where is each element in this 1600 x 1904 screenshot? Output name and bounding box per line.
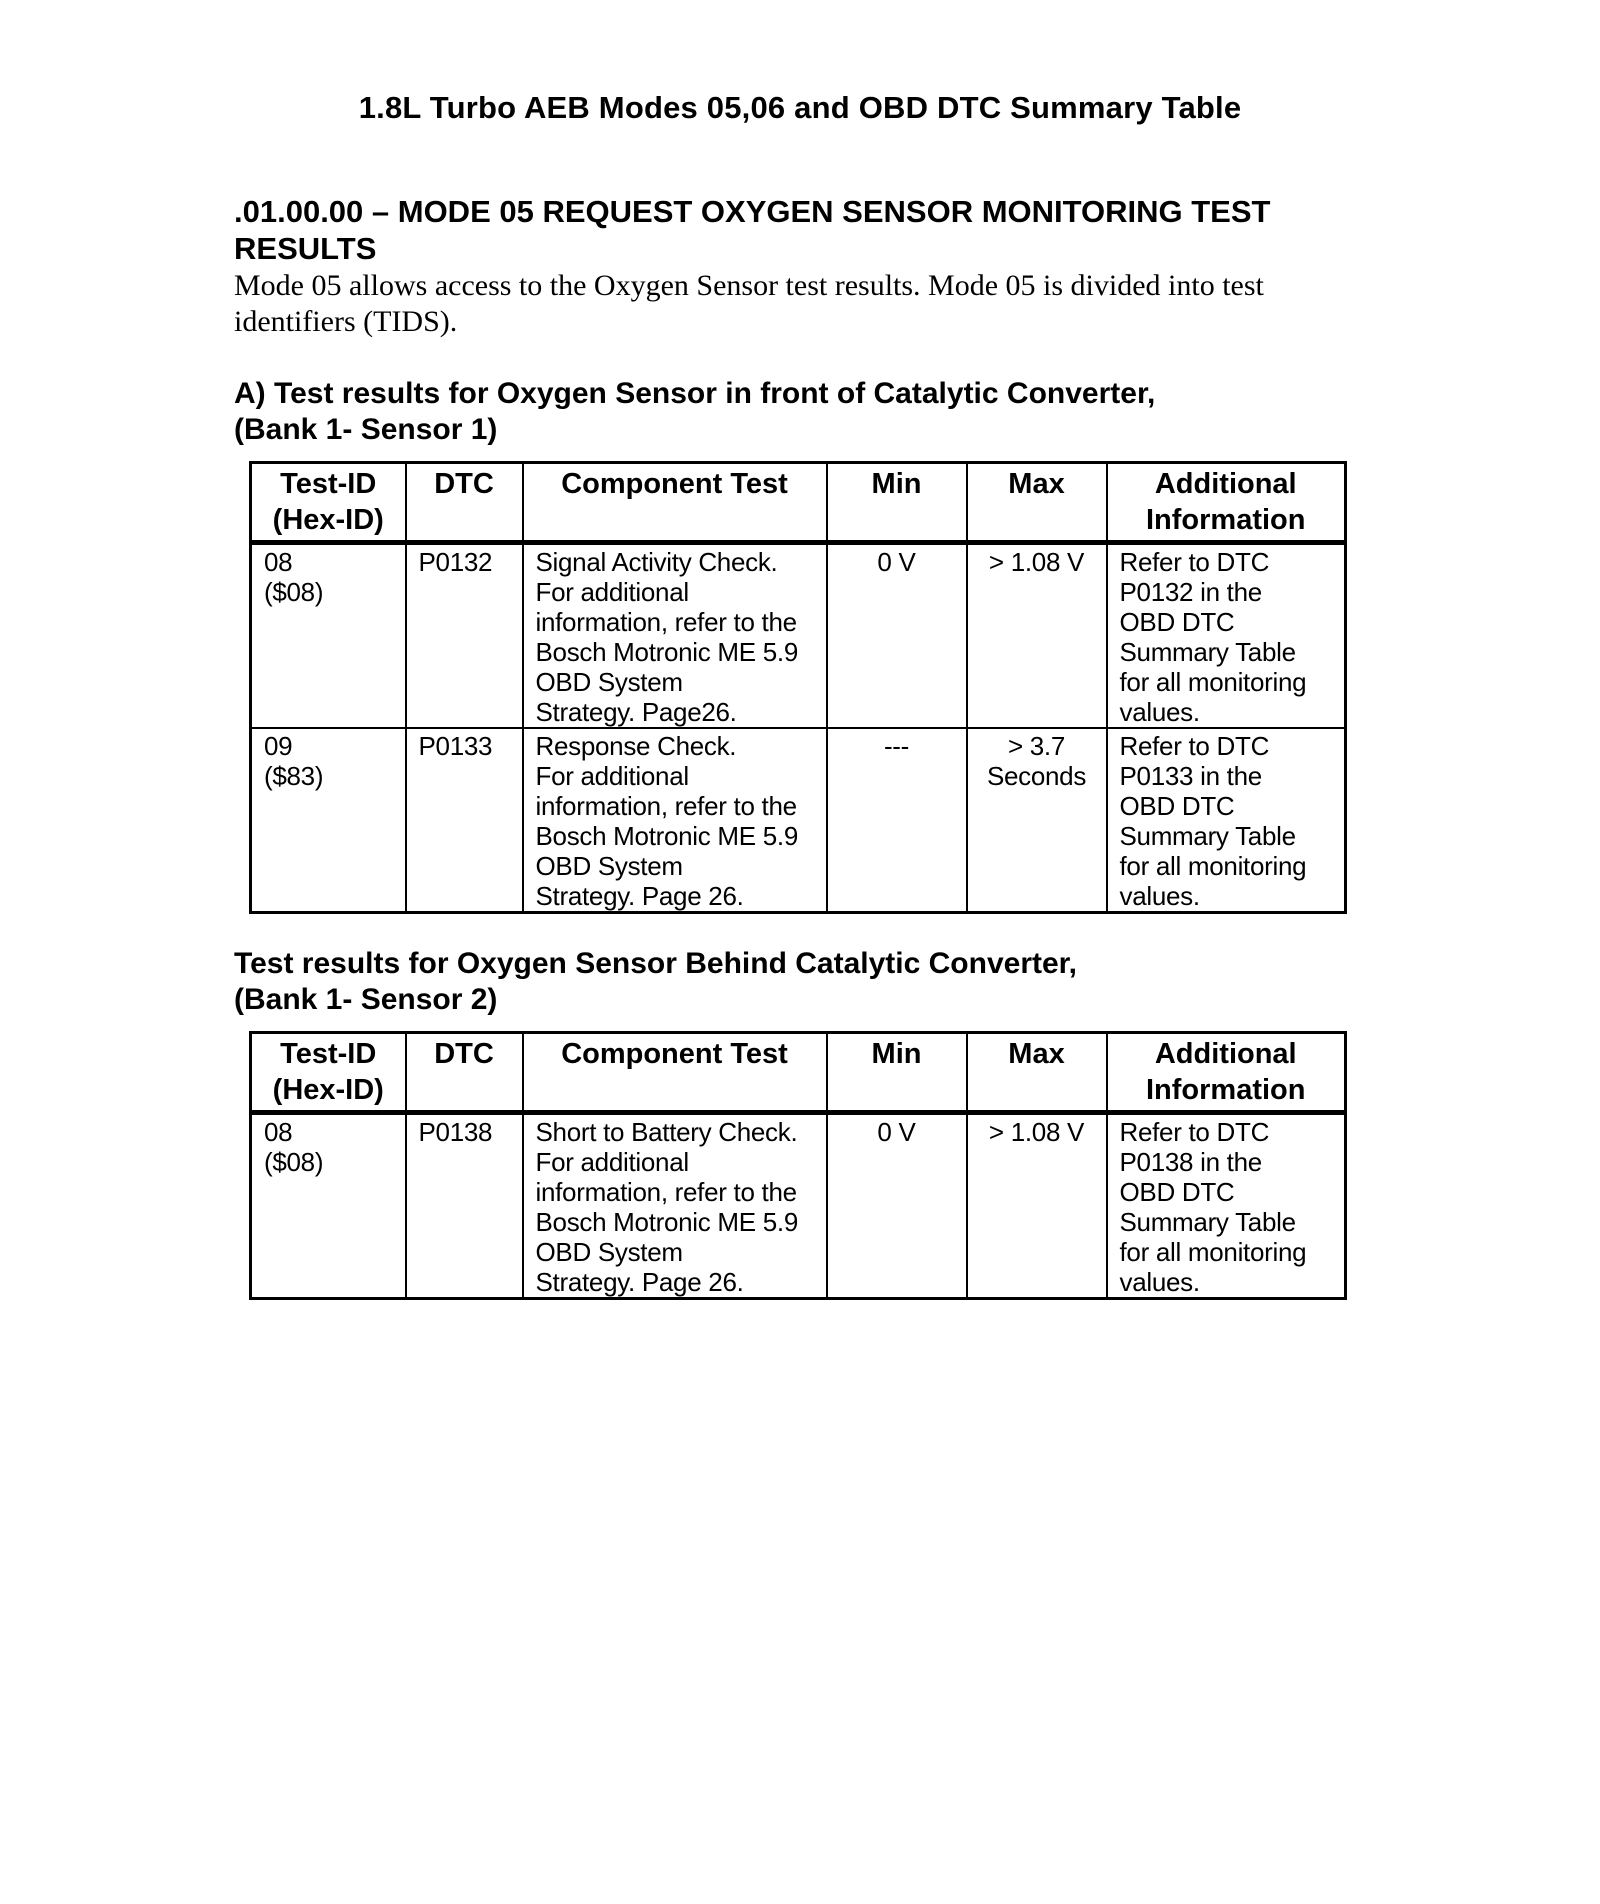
cell-min: 0 V <box>827 1113 967 1299</box>
cell-dtc: P0138 <box>406 1113 523 1299</box>
document-title: 1.8L Turbo AEB Modes 05,06 and OBD DTC Summary Table <box>358 90 1242 125</box>
cell-component-test: Signal Activity Check. For additional information, refer to the Bosch Motronic ME 5.9 OBD System Strategy. Page26. <box>523 543 827 729</box>
column-header-test-id: Test-ID (Hex-ID) <box>251 1033 406 1113</box>
intro-line: Mode 05 allows access to the Oxygen Sensor test results. Mode 05 is divided into test <box>234 269 1264 302</box>
cell-test-id: 08 ($08) <box>251 1113 406 1299</box>
column-header-min: Min <box>827 1033 967 1113</box>
table-heading-line: A) Test results for Oxygen Sensor in front of Catalytic Converter, <box>234 377 1156 410</box>
cell-test-id: 08 ($08) <box>251 543 406 729</box>
column-header-min: Min <box>827 463 967 543</box>
cell-min: --- <box>827 728 967 913</box>
cell-max: > 1.08 V <box>967 543 1107 729</box>
table-heading-line: (Bank 1- Sensor 1) <box>234 413 498 446</box>
intro-line: identifiers (TIDS). <box>234 305 458 338</box>
column-header-max: Max <box>967 463 1107 543</box>
section-heading <box>234 193 1394 267</box>
cell-max: > 1.08 V <box>967 1113 1107 1299</box>
column-header-additional-info: Additional Information <box>1107 1033 1346 1113</box>
column-header-additional-info: Additional Information <box>1107 463 1346 543</box>
cell-dtc: P0132 <box>406 543 523 729</box>
intro-paragraph <box>234 268 1354 340</box>
cell-test-id: 09 ($83) <box>251 728 406 913</box>
table-row <box>251 728 1346 913</box>
cell-component-test: Short to Battery Check. For additional information, refer to the Bosch Motronic ME 5.9 OBD System Strategy. Page 26. <box>523 1113 827 1299</box>
table-header-row <box>251 1033 1346 1113</box>
cell-component-test: Response Check. For additional information, refer to the Bosch Motronic ME 5.9 OBD System Strategy. Page 26. <box>523 728 827 913</box>
table-a <box>249 461 1347 914</box>
cell-min: 0 V <box>827 543 967 729</box>
section-heading-line: RESULTS <box>234 231 377 266</box>
column-header-test-id: Test-ID (Hex-ID) <box>251 463 406 543</box>
table-row <box>251 543 1346 729</box>
column-header-max: Max <box>967 1033 1107 1113</box>
column-header-dtc: DTC <box>406 463 523 543</box>
cell-max: > 3.7 Seconds <box>967 728 1107 913</box>
table-heading-line: (Bank 1- Sensor 2) <box>234 983 498 1016</box>
table-header-row <box>251 463 1346 543</box>
column-header-component-test: Component Test <box>523 1033 827 1113</box>
section-heading-line: .01.00.00 – MODE 05 REQUEST OXYGEN SENSOR MONITORING TEST <box>234 194 1271 229</box>
cell-additional-info: Refer to DTC P0133 in the OBD DTC Summary Table for all monitoring values. <box>1107 728 1346 913</box>
column-header-dtc: DTC <box>406 1033 523 1113</box>
column-header-component-test: Component Test <box>523 463 827 543</box>
table-row <box>251 1113 1346 1299</box>
cell-additional-info: Refer to DTC P0132 in the OBD DTC Summary Table for all monitoring values. <box>1107 543 1346 729</box>
cell-dtc: P0133 <box>406 728 523 913</box>
table-b <box>249 1031 1347 1300</box>
cell-additional-info: Refer to DTC P0138 in the OBD DTC Summary Table for all monitoring values. <box>1107 1113 1346 1299</box>
table-heading-line: Test results for Oxygen Sensor Behind Catalytic Converter, <box>234 947 1078 980</box>
table-b-heading <box>234 946 1334 1018</box>
table-a-heading <box>234 376 1334 448</box>
